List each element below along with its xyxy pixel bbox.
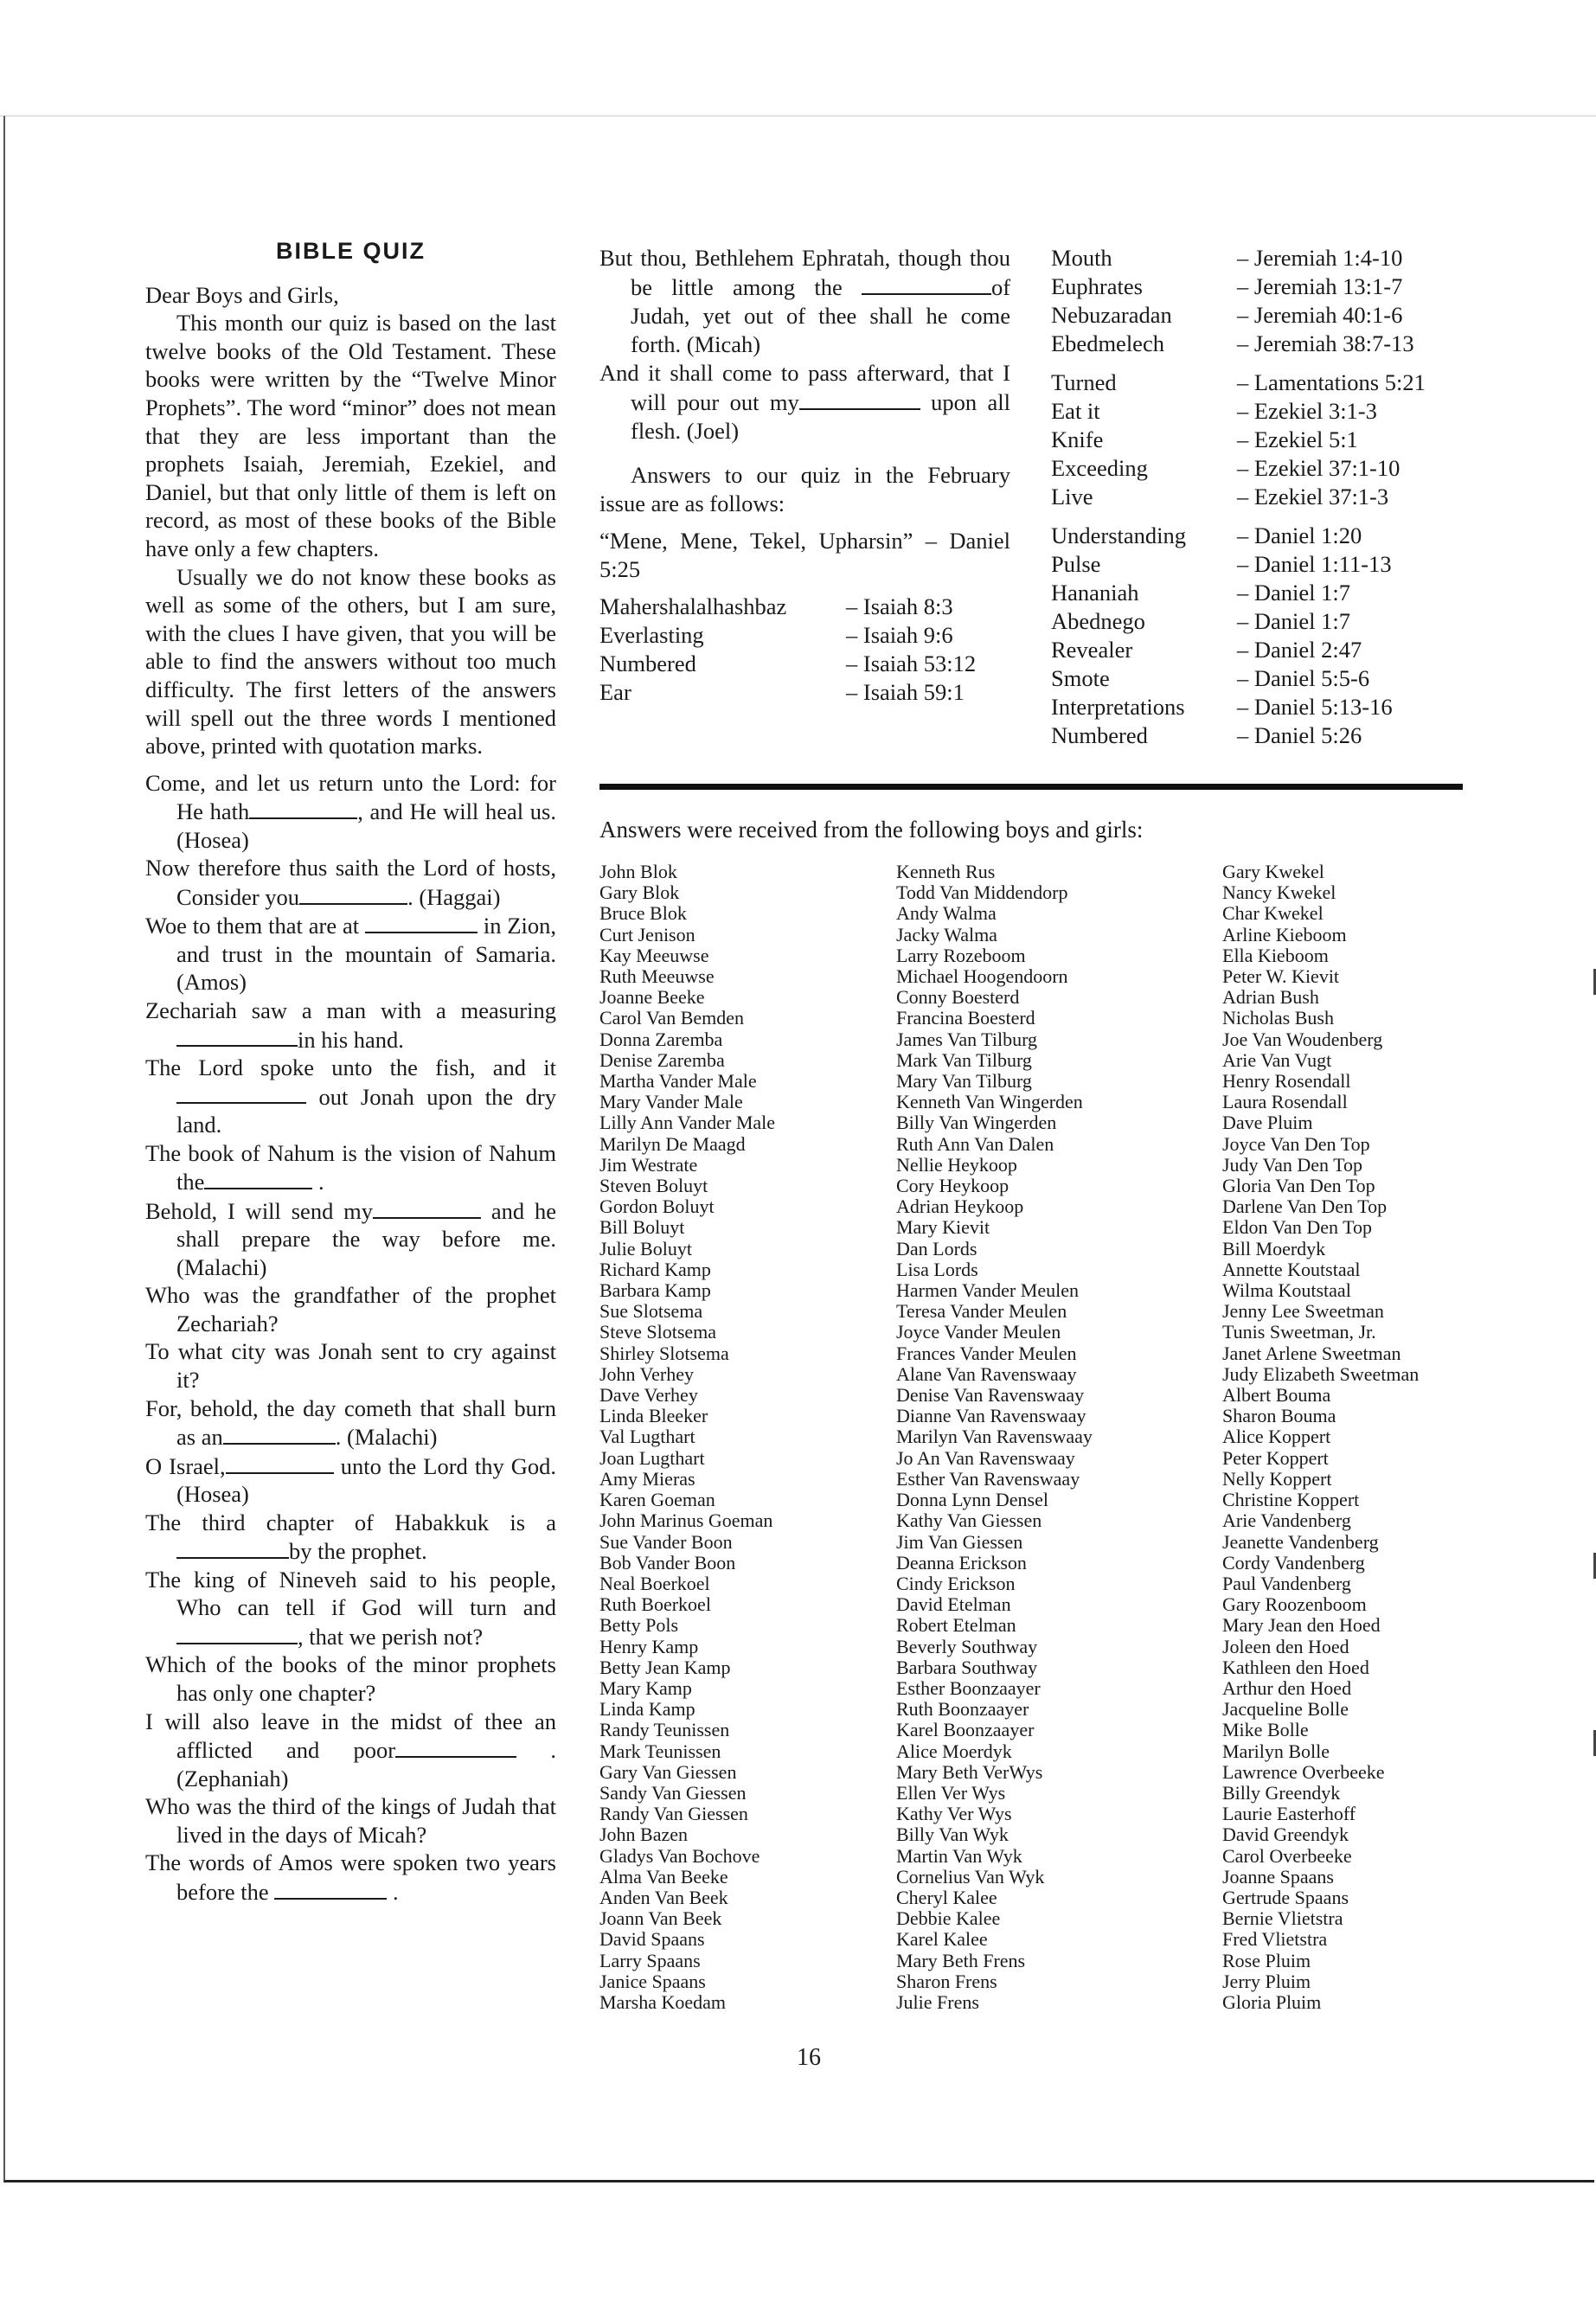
answer-reference: – Isaiah 8:3 <box>846 593 953 619</box>
quiz-question: And it shall come to pass afterward, that I will pour out my upon all flesh. (Joel) <box>599 359 1011 444</box>
participant-name: Laura Rosendall <box>1222 1091 1348 1113</box>
participant-name: Randy Van Giessen <box>599 1803 748 1825</box>
answer-row <box>599 621 1010 650</box>
participant-name: Christine Koppert <box>1222 1489 1360 1511</box>
quiz-question: For, behold, the day cometh that shall burn as an . (Malachi) <box>145 1394 556 1451</box>
participant-name: Arie Vandenberg <box>1222 1509 1351 1532</box>
participant-name: Donna Zaremba <box>599 1028 723 1050</box>
participant-name: Jenny Lee Sweetman <box>1222 1300 1384 1323</box>
participant-name: Annette Koutstaal <box>1222 1258 1361 1280</box>
participant-name: Cindy Erickson <box>896 1572 1016 1594</box>
quiz-question: Woe to them that are at in Zion, and trust in the mountain of Samaria. (Amos) <box>145 913 556 996</box>
participant-name: Ellen Ver Wys <box>896 1781 1006 1804</box>
participant-name: Betty Pols <box>599 1614 679 1637</box>
participant-name: Sharon Frens <box>896 1970 997 1992</box>
answer-blank <box>226 1452 334 1474</box>
quiz-question: Behold, I will send my and he shall prepare the way before me. (Malachi) <box>145 1197 556 1280</box>
participant-name: Gary Van Giessen <box>599 1760 737 1783</box>
participant-name: Jacky Walma <box>896 923 997 945</box>
participant-name: Henry Kamp <box>599 1635 699 1657</box>
answer-word: Live <box>1051 484 1093 510</box>
answer-row <box>1051 369 1466 397</box>
participant-name: Linda Bleeker <box>599 1405 708 1427</box>
answer-blank <box>176 1622 298 1644</box>
answers-column <box>1051 244 1466 750</box>
salutation: Dear Boys and Girls, <box>145 281 339 308</box>
quiz-question: Which of the books of the minor prophets has only one chapter? <box>145 1651 556 1706</box>
participant-name: Marsha Koedam <box>599 1990 727 2013</box>
answer-blank <box>373 1196 481 1219</box>
participant-name: Jerry Pluim <box>1222 1970 1311 1992</box>
quiz-question: Now therefore thus saith the Lord of hosts, Consider you . (Haggai) <box>145 855 556 910</box>
participant-name: Dan Lords <box>896 1237 977 1259</box>
participant-name: Billy Van Wyk <box>896 1823 1009 1846</box>
participant-name: Conny Boesterd <box>896 986 1020 1009</box>
answer-word: Euphrates <box>1051 273 1143 299</box>
participant-name: Dianne Van Ravenswaay <box>896 1405 1086 1427</box>
participant-name: Martin Van Wyk <box>896 1844 1022 1867</box>
answer-word: Ear <box>599 678 631 705</box>
participant-name: Frances Vander Meulen <box>896 1342 1077 1364</box>
answer-word: Numbered <box>1051 722 1148 748</box>
quiz-question: The king of Nineveh said to his people, Who can tell if God will turn and , that we perish not? <box>145 1566 556 1650</box>
answer-blank <box>365 911 478 933</box>
section-divider <box>599 784 1463 790</box>
participant-name: Karel Boonzaayer <box>896 1719 1035 1741</box>
participant-name: Kathy Ver Wys <box>896 1803 1012 1825</box>
answer-blank <box>395 1735 516 1758</box>
answer-blank <box>799 388 920 410</box>
quiz-question: The Lord spoke unto the fish, and it out Jonah upon the dry land. <box>145 1054 557 1138</box>
participant-name: Robert Etelman <box>896 1614 1016 1637</box>
participant-name: Alice Moerdyk <box>896 1740 1012 1762</box>
participant-name: Adrian Heykoop <box>896 1195 1024 1218</box>
answer-reference: – Isaiah 9:6 <box>846 621 953 648</box>
answer-blank <box>249 797 357 819</box>
answer-word: Nebuzaradan <box>1051 302 1172 328</box>
participant-name: Larry Rozeboom <box>896 944 1026 966</box>
answer-row <box>1051 272 1466 301</box>
participant-name: Gertrude Spaans <box>1222 1886 1349 1908</box>
intro-paragraph: This month our quiz is based on the last twelve books of the Old Testament. These books were written by the “Twelve Minor Prophets”. The word “minor” does not mean that they are less important than the prophets Isaiah, Jeremiah, Ezekiel, and Daniel, but that only little of them is left on record, as most of these books of the Bible have only a few chapters. <box>145 310 556 561</box>
participant-name: Dave Verhey <box>599 1384 698 1407</box>
answer-word: Abednego <box>1051 608 1145 634</box>
answer-reference: – Ezekiel 3:1-3 <box>1237 398 1377 424</box>
participant-name: Harmen Vander Meulen <box>896 1279 1079 1302</box>
answer-reference: – Ezekiel 37:1-10 <box>1237 455 1401 481</box>
participant-name: Gary Roozenboom <box>1222 1593 1367 1616</box>
participant-name: Esther Boonzaayer <box>896 1676 1041 1699</box>
participant-name: Janice Spaans <box>599 1970 706 1992</box>
participant-name: Teresa Vander Meulen <box>896 1300 1067 1323</box>
participant-name: Gladys Van Bochove <box>599 1844 760 1867</box>
participant-name: Joyce Vander Meulen <box>896 1321 1061 1343</box>
page-number: 16 <box>797 2044 821 2071</box>
participant-name: Tunis Sweetman, Jr. <box>1222 1321 1376 1343</box>
answer-row <box>1051 301 1466 330</box>
participant-name: Arthur den Hoed <box>1222 1676 1352 1699</box>
names-column <box>1222 862 1419 2013</box>
answer-reference: – Daniel 1:11-13 <box>1237 551 1392 577</box>
answer-reference: – Daniel 5:13-16 <box>1237 694 1393 720</box>
participant-name: Neal Boerkoel <box>599 1572 710 1594</box>
received-heading: Answers were received from the following boys and girls: <box>599 817 1144 843</box>
participant-name: Bill Moerdyk <box>1222 1237 1326 1259</box>
participant-name: Linda Kamp <box>599 1698 695 1721</box>
participant-name: Arie Van Vugt <box>1222 1048 1332 1071</box>
intro-paragraph: Usually we do not know these books as well as some of the others, but I am sure, with the clues I have given, that you will be able to find the answers without too much difficulty. The first letters of the answers will spell out the three words I mentioned above, printed with quotation marks. <box>145 563 556 760</box>
participant-name: Shirley Slotsema <box>599 1342 729 1364</box>
participant-name: Joan Lugthart <box>599 1446 705 1469</box>
participant-name: Lisa Lords <box>896 1258 978 1280</box>
participant-name: Betty Jean Kamp <box>599 1656 731 1678</box>
quiz-question: Zechariah saw a man with a measuring in his hand. <box>145 997 556 1053</box>
names-column <box>896 862 1093 2013</box>
participant-name: Ruth Meeuwse <box>599 965 715 988</box>
participant-name: Mary Kamp <box>599 1676 692 1699</box>
participant-name: Carol Van Bemden <box>599 1007 745 1029</box>
participant-name: John Blok <box>599 861 677 882</box>
participant-name: Henry Rosendall <box>1222 1070 1351 1093</box>
answer-word: Knife <box>1051 426 1104 452</box>
answer-row <box>1051 579 1466 607</box>
answer-word: Smote <box>1051 665 1110 691</box>
participant-name: Nellie Heykoop <box>896 1153 1017 1176</box>
participant-name: Bruce Blok <box>599 902 687 925</box>
answer-row <box>1051 522 1466 550</box>
participant-name: Mary Beth Frens <box>896 1949 1026 1971</box>
participant-name: Francina Boesterd <box>896 1007 1035 1029</box>
participant-name: Larry Spaans <box>599 1949 701 1971</box>
answer-reference: – Daniel 1:20 <box>1237 522 1362 548</box>
participant-name: John Verhey <box>599 1362 694 1385</box>
participant-name: Martha Vander Male <box>599 1070 757 1093</box>
answer-reference: – Ezekiel 37:1-3 <box>1237 484 1389 510</box>
answer-reference: – Daniel 5:5-6 <box>1237 665 1370 691</box>
participant-name: Marilyn De Maagd <box>599 1132 746 1155</box>
participant-name: Alma Van Beeke <box>599 1865 728 1888</box>
answer-row <box>599 593 1010 621</box>
participant-name: Kathleen den Hoed <box>1222 1656 1369 1678</box>
participant-name: Sandy Van Giessen <box>599 1781 747 1804</box>
participant-name: Nicholas Bush <box>1222 1007 1334 1029</box>
participant-name: Jeanette Vandenberg <box>1222 1530 1379 1553</box>
answer-row <box>1051 664 1466 693</box>
answer-reference: – Daniel 5:26 <box>1237 722 1362 748</box>
answers-key: “Mene, Mene, Tekel, Upharsin” – Daniel 5:25 <box>599 527 1010 582</box>
participant-name: Albert Bouma <box>1222 1384 1331 1407</box>
participant-name: Eldon Van Den Top <box>1222 1216 1373 1239</box>
quiz-question: The third chapter of Habakkuk is a by the prophet. <box>145 1509 556 1565</box>
answer-reference: – Jeremiah 40:1-6 <box>1237 302 1403 328</box>
answers-table-left <box>599 593 1010 707</box>
participant-name: Ruth Boonzaayer <box>896 1698 1029 1721</box>
participant-name: Alice Koppert <box>1222 1426 1331 1448</box>
participant-name: Gary Kwekel <box>1222 861 1324 882</box>
answer-word: Pulse <box>1051 551 1101 577</box>
quiz-question: Who was the third of the kings of Judah that lived in the days of Micah? <box>145 1793 556 1848</box>
participant-name: Paul Vandenberg <box>1222 1572 1351 1594</box>
participant-name: John Bazen <box>599 1823 689 1846</box>
participant-name: Cory Heykoop <box>896 1175 1010 1197</box>
answer-row <box>1051 330 1466 358</box>
answer-blank <box>862 272 991 295</box>
participant-name: Marilyn Bolle <box>1222 1740 1330 1762</box>
participant-name: Gloria Van Den Top <box>1222 1175 1375 1197</box>
quiz-question: But thou, Bethlehem Ephratah, though thou be little among the of Judah, yet out of thee shall he come forth. (Micah) <box>599 245 1011 357</box>
answer-word: Mouth <box>1051 245 1112 271</box>
participant-name: Wilma Koutstaal <box>1222 1279 1351 1302</box>
participant-name: James Van Tilburg <box>896 1028 1038 1050</box>
answer-reference: – Daniel 1:7 <box>1237 580 1350 606</box>
participant-name: David Spaans <box>599 1928 705 1951</box>
answer-reference: – Isaiah 59:1 <box>846 678 965 705</box>
participant-name: Mark Van Tilburg <box>896 1048 1032 1071</box>
quiz-question: The words of Amos were spoken two years before the . <box>145 1849 556 1905</box>
answer-word: Turned <box>1051 369 1117 395</box>
participant-name: Mary Jean den Hoed <box>1222 1614 1381 1637</box>
participant-name: Cordy Vandenberg <box>1222 1551 1365 1574</box>
quiz-continued-column <box>599 244 1010 707</box>
participant-name: Esther Van Ravenswaay <box>896 1467 1080 1490</box>
participant-name: Mary Beth VerWys <box>896 1760 1043 1783</box>
participant-name: Bob Vander Boon <box>599 1551 736 1574</box>
participant-name: Karel Kalee <box>896 1928 988 1951</box>
participant-name: Richard Kamp <box>599 1258 711 1280</box>
answer-word: Interpretations <box>1051 694 1185 720</box>
participant-name: Peter Koppert <box>1222 1446 1329 1469</box>
participant-name: David Etelman <box>896 1593 1011 1616</box>
participant-name: Ruth Ann Van Dalen <box>896 1132 1054 1155</box>
participant-name: Denise Zaremba <box>599 1048 725 1071</box>
participant-name: Sharon Bouma <box>1222 1405 1336 1427</box>
participant-name: Cheryl Kalee <box>896 1886 997 1908</box>
participant-name: Kenneth Rus <box>896 861 996 882</box>
participant-name: Andy Walma <box>896 902 997 925</box>
answer-row <box>1051 721 1466 750</box>
answer-blank <box>176 1082 306 1105</box>
answer-row <box>599 650 1010 678</box>
answer-row <box>1051 636 1466 664</box>
participant-name: John Marinus Goeman <box>599 1509 773 1532</box>
names-column <box>599 862 775 2013</box>
answer-blank <box>299 882 407 905</box>
participant-name: Carol Overbeeke <box>1222 1844 1352 1867</box>
participant-name: Curt Jenison <box>599 923 695 945</box>
participant-name: Mary Van Tilburg <box>896 1070 1032 1093</box>
participant-name: Gary Blok <box>599 881 680 904</box>
participant-name: Joe Van Woudenberg <box>1222 1028 1383 1050</box>
participant-name: Sue Vander Boon <box>599 1530 733 1553</box>
participant-name: Arline Kieboom <box>1222 923 1347 945</box>
quiz-question: Come, and let us return unto the Lord: for He hath , and He will heal us. (Hosea) <box>145 769 556 853</box>
participant-name: Billy Greendyk <box>1222 1781 1341 1804</box>
participant-name: Lawrence Overbeeke <box>1222 1760 1385 1783</box>
participant-name: Mike Bolle <box>1222 1719 1309 1741</box>
answer-blank <box>274 1877 387 1900</box>
participant-name: Kay Meeuwse <box>599 944 709 966</box>
participant-name: Barbara Kamp <box>599 1279 711 1302</box>
participant-name: Cornelius Van Wyk <box>896 1865 1045 1888</box>
participant-name: Fred Vlietstra <box>1222 1928 1328 1951</box>
participant-name: Jim Westrate <box>599 1153 698 1176</box>
quiz-question: I will also leave in the midst of thee an afflicted and poor . (Zephaniah) <box>145 1708 556 1791</box>
participant-name: David Greendyk <box>1222 1823 1349 1846</box>
participant-name: Jim Van Giessen <box>896 1530 1023 1553</box>
answer-reference: – Jeremiah 1:4-10 <box>1237 245 1403 271</box>
answers-table-right <box>1051 244 1466 750</box>
answer-word: Everlasting <box>599 621 704 648</box>
participant-name: Amy Mieras <box>599 1467 695 1490</box>
participant-name: Donna Lynn Densel <box>896 1489 1048 1511</box>
answer-word: Exceeding <box>1051 455 1148 481</box>
answer-row <box>1051 244 1466 272</box>
answers-intro: Answers to our quiz in the February issue are as follows: <box>599 461 1010 516</box>
participant-name: Bill Boluyt <box>599 1216 685 1239</box>
participant-name: Kenneth Van Wingerden <box>896 1091 1083 1113</box>
participant-name: Barbara Southway <box>896 1656 1038 1678</box>
participant-name: Laurie Easterhoff <box>1222 1803 1356 1825</box>
participant-name: Kathy Van Giessen <box>896 1509 1042 1532</box>
quiz-column <box>145 237 556 1906</box>
participant-name: Nelly Koppert <box>1222 1467 1332 1490</box>
participant-name: Rose Pluim <box>1222 1949 1311 1971</box>
participant-name: Karen Goeman <box>599 1489 715 1511</box>
participant-name: Mary Kievit <box>896 1216 990 1239</box>
participant-name: Alane Van Ravenswaay <box>896 1362 1077 1385</box>
participant-name: Mary Vander Male <box>599 1091 743 1113</box>
answer-blank <box>176 1025 298 1048</box>
answer-row <box>1051 454 1466 483</box>
answer-reference: – Lamentations 5:21 <box>1237 369 1426 395</box>
quiz-question: To what city was Jonah sent to cry against it? <box>145 1338 556 1394</box>
quiz-question: O Israel, unto the Lord thy God. (Hosea) <box>145 1452 556 1508</box>
answer-row <box>1051 607 1466 636</box>
participant-name: Sue Slotsema <box>599 1300 703 1323</box>
quiz-question: Who was the grandfather of the prophet Zechariah? <box>145 1282 556 1336</box>
answer-reference: – Jeremiah 13:1-7 <box>1237 273 1403 299</box>
participant-name: Darlene Van Den Top <box>1222 1195 1388 1218</box>
answer-word: Revealer <box>1051 637 1133 663</box>
participant-name: Mark Teunissen <box>599 1740 721 1762</box>
participant-name: Char Kwekel <box>1222 902 1324 925</box>
participant-name: Anden Van Beek <box>599 1886 728 1908</box>
participant-name: Janet Arlene Sweetman <box>1222 1342 1401 1364</box>
participant-name: Judy Van Den Top <box>1222 1153 1363 1176</box>
answer-word: Numbered <box>599 650 696 676</box>
participant-name: Bernie Vlietstra <box>1222 1907 1343 1930</box>
answer-blank <box>176 1536 289 1559</box>
answer-word: Eat it <box>1051 398 1100 424</box>
participant-name: Randy Teunissen <box>599 1719 730 1741</box>
participant-name: Joanne Spaans <box>1222 1865 1334 1888</box>
participant-name: Deanna Erickson <box>896 1551 1027 1574</box>
participant-name: Marilyn Van Ravenswaay <box>896 1426 1093 1448</box>
answer-reference: – Ezekiel 5:1 <box>1237 426 1358 452</box>
answer-row <box>1051 693 1466 721</box>
participant-name: Billy Van Wingerden <box>896 1112 1057 1134</box>
quiz-title: BIBLE QUIZ <box>276 238 426 264</box>
participant-name: Joanne Beeke <box>599 986 705 1009</box>
answer-reference: – Jeremiah 38:7-13 <box>1237 330 1414 356</box>
participant-name: Ruth Boerkoel <box>599 1593 711 1616</box>
answer-word: Mahershalalhashbaz <box>599 593 787 619</box>
participant-name: Julie Boluyt <box>599 1237 692 1259</box>
participant-name: Peter W. Kievit <box>1222 965 1340 988</box>
answer-row <box>1051 397 1466 426</box>
participant-name: Gloria Pluim <box>1222 1990 1322 2013</box>
participant-name: Adrian Bush <box>1222 986 1319 1009</box>
participant-name: Julie Frens <box>896 1990 979 2013</box>
participant-name: Nancy Kwekel <box>1222 881 1336 904</box>
participant-name: Lilly Ann Vander Male <box>599 1112 776 1134</box>
participant-name: Todd Van Middendorp <box>896 881 1068 904</box>
answer-reference: – Isaiah 53:12 <box>846 650 977 676</box>
answer-blank <box>204 1167 312 1189</box>
participant-name: Gordon Boluyt <box>599 1195 715 1218</box>
answer-row <box>1051 426 1466 454</box>
participant-name: Dave Pluim <box>1222 1112 1313 1134</box>
answer-row <box>1051 550 1466 579</box>
quiz-question: The book of Nahum is the vision of Nahum the . <box>145 1139 556 1195</box>
participant-name: Steven Boluyt <box>599 1175 708 1197</box>
participant-name: Michael Hoogendoorn <box>896 965 1068 988</box>
answer-row <box>1051 483 1466 511</box>
participant-name: Joleen den Hoed <box>1222 1635 1349 1657</box>
participant-name: Debbie Kalee <box>896 1907 1001 1930</box>
participant-name: Beverly Southway <box>896 1635 1038 1657</box>
answer-blank <box>223 1422 336 1445</box>
participant-name: Joyce Van Den Top <box>1222 1132 1370 1155</box>
answer-reference: – Daniel 2:47 <box>1237 637 1362 663</box>
participant-name: Joann Van Beek <box>599 1907 722 1930</box>
participant-name: Ella Kieboom <box>1222 944 1329 966</box>
answer-word: Understanding <box>1051 522 1187 548</box>
participant-name: Judy Elizabeth Sweetman <box>1222 1362 1420 1385</box>
participant-name: Jacqueline Bolle <box>1222 1698 1349 1721</box>
answer-row <box>599 678 1010 707</box>
participant-name: Denise Van Ravenswaay <box>896 1384 1085 1407</box>
participant-name: Steve Slotsema <box>599 1321 717 1343</box>
participant-name: Jo An Van Ravenswaay <box>896 1446 1075 1469</box>
answer-word: Ebedmelech <box>1051 330 1164 356</box>
answer-reference: – Daniel 1:7 <box>1237 608 1350 634</box>
answer-word: Hananiah <box>1051 580 1139 606</box>
participant-name: Val Lugthart <box>599 1426 695 1448</box>
